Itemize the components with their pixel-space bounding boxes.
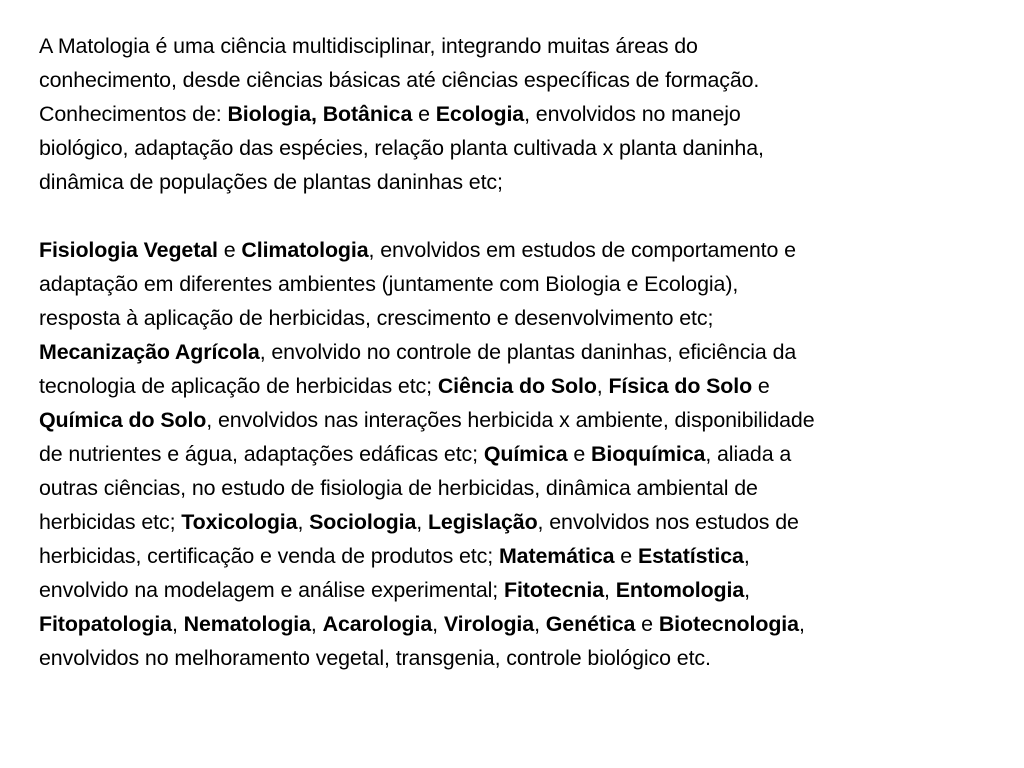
bold-term: Nematologia (183, 612, 311, 636)
text-run: Conhecimentos de: (39, 102, 228, 126)
bold-term: Fitotecnia (504, 578, 605, 602)
bold-term: Biotecnologia (658, 612, 799, 636)
bold-term: Virologia (443, 612, 535, 636)
bold-term: Sociologia (309, 510, 417, 534)
bold-term: Ciência do Solo (437, 374, 597, 398)
text-run: , envolvidos nos estudos de (537, 510, 799, 534)
paragraph-intro (39, 29, 989, 199)
text-run: , (432, 612, 444, 636)
text-run: e (635, 612, 659, 636)
text-run: , (744, 578, 750, 602)
bold-term: Matemática (498, 544, 615, 568)
text-run: dinâmica de populações de plantas daninhas etc; (39, 170, 503, 194)
bold-term: Ecologia (435, 102, 525, 126)
slide-body (39, 29, 989, 675)
paragraph-disciplines (39, 233, 989, 675)
bold-term: Toxicologia (181, 510, 298, 534)
bold-term: Química (483, 442, 568, 466)
text-run: outras ciências, no estudo de fisiologia de herbicidas, dinâmica ambiental de (39, 476, 758, 500)
bold-term: Biologia, Botânica (227, 102, 413, 126)
bold-term: Física do Solo (608, 374, 753, 398)
text-line (39, 607, 989, 641)
text-line (39, 539, 989, 573)
text-run: , (171, 612, 184, 636)
text-run: resposta à aplicação de herbicidas, crescimento e desenvolvimento etc; (39, 306, 714, 330)
text-line (39, 437, 989, 471)
text-run: , envolvido no controle de plantas daninhas, eficiência da (259, 340, 797, 364)
text-line (39, 335, 989, 369)
text-run: herbicidas, certificação e venda de produtos etc; (39, 544, 499, 568)
text-run: herbicidas etc; (39, 510, 182, 534)
text-line (39, 97, 989, 131)
text-run: biológico, adaptação das espécies, relação planta cultivada x planta daninha, (39, 136, 764, 160)
text-run: , (416, 510, 428, 534)
text-line (39, 267, 989, 301)
text-run: , (310, 612, 323, 636)
text-line (39, 641, 989, 675)
bold-term: Legislação (427, 510, 538, 534)
text-run: , (604, 578, 616, 602)
text-run: , (297, 510, 310, 534)
text-run: A Matologia é uma ciência multidisciplinar, integrando muitas áreas do (39, 34, 698, 58)
text-line (39, 29, 989, 63)
bold-term: Fitopatologia (39, 612, 172, 636)
bold-term: Genética (545, 612, 636, 636)
text-run: , envolvidos nas interações herbicida x ambiente, disponibilidade (206, 408, 815, 432)
text-run: , envolvidos no manejo (524, 102, 741, 126)
text-run: e (412, 102, 436, 126)
text-run: e (752, 374, 770, 398)
text-line (39, 165, 989, 199)
text-run: envolvidos no melhoramento vegetal, transgenia, controle biológico etc. (39, 646, 711, 670)
text-line (39, 403, 989, 437)
bold-term: Bioquímica (591, 442, 706, 466)
text-run: conhecimento, desde ciências básicas até ciências específicas de formação. (39, 68, 760, 92)
text-line (39, 63, 989, 97)
text-run: , aliada a (705, 442, 792, 466)
text-run: de nutrientes e água, adaptações edáficas etc; (39, 442, 484, 466)
text-run: , (798, 612, 805, 636)
text-line (39, 233, 989, 267)
text-run: , envolvidos em estudos de comportamento e (368, 238, 796, 262)
text-run: , (534, 612, 546, 636)
text-line (39, 131, 989, 165)
text-run: , (743, 544, 750, 568)
text-run: e (567, 442, 592, 466)
text-line (39, 573, 989, 607)
text-line (39, 505, 989, 539)
text-run: , (596, 374, 609, 398)
text-run: envolvido na modelagem e análise experimental; (39, 578, 504, 602)
bold-term: Acarologia (322, 612, 433, 636)
text-run: e (217, 238, 242, 262)
text-line (39, 301, 989, 335)
bold-term: Mecanização Agrícola (39, 340, 260, 364)
text-run: tecnologia de aplicação de herbicidas etc; (39, 374, 438, 398)
text-run: e (614, 544, 638, 568)
bold-term: Climatologia (241, 238, 369, 262)
bold-term: Entomologia (615, 578, 745, 602)
text-line (39, 471, 989, 505)
text-run: adaptação em diferentes ambientes (juntamente com Biologia e Ecologia), (39, 272, 739, 296)
bold-term: Estatística (637, 544, 744, 568)
text-line (39, 369, 989, 403)
bold-term: Fisiologia Vegetal (39, 238, 218, 262)
bold-term: Química do Solo (39, 408, 207, 432)
